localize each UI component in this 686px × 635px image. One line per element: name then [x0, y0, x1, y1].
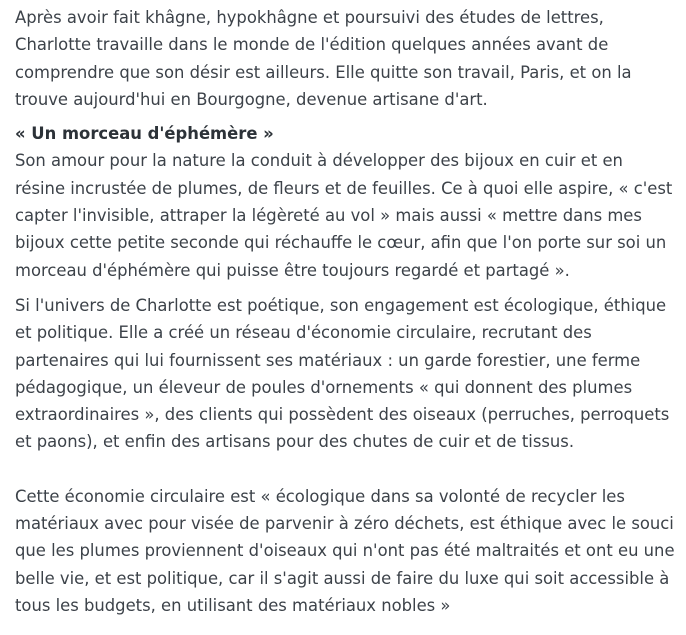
paragraph-intro: Après avoir fait khâgne, hypokhâgne et poursuivi des études de lettres, Charlotte travaille dans le monde de l'édition quelques années avant de comprendre que son désir est ailleurs. Elle quitte son travail, Paris, et on la trouve aujourd'hui en Bourgogne, devenue artisane d'art. [15, 8, 632, 109]
paragraph-circular-economy: Cette économie circulaire est « écologique dans sa volonté de recycler les matériaux avec pour visée de parvenir à zéro déchets, est éthique avec le souci que les plumes proviennent d'oiseaux qui n'ont pas été maltraités et ont eu une belle vie, et est politique, car il s'agit aussi de faire du luxe qui soit accessible à tous les budgets, en utilisant des matériaux nobles » [15, 486, 675, 615]
section-subheading: « Un morceau d'éphémère » [15, 124, 274, 144]
paragraph-engagement: Si l'univers de Charlotte est poétique, son engagement est écologique, éthique et politique. Elle a créé un réseau d'économie circulaire, recrutant des partenaires qui lui fournissent ses matériaux : un garde forestier, une ferme pédagogique, un éleveur de poules d'ornements « qui donnent des plumes extraordinaires », des clients qui possèdent des oiseaux (perruches, perroquets et paons), et enfin des artisans pour des chutes de cuir et de tissus. [15, 295, 670, 452]
paragraph-nature: Son amour pour la nature la conduit à développer des bijoux en cuir et en résine incrustée de plumes, de fleurs et de feuilles. Ce à quoi elle aspire, « c'est capter l'invisible, attraper la légèreté au vol » mais aussi « mettre dans mes bijoux cette petite seconde qui réchauffe le cœur, afin que l'on porte sur soi un morceau d'éphémère qui puisse être toujours regardé et partagé ». [15, 151, 673, 280]
